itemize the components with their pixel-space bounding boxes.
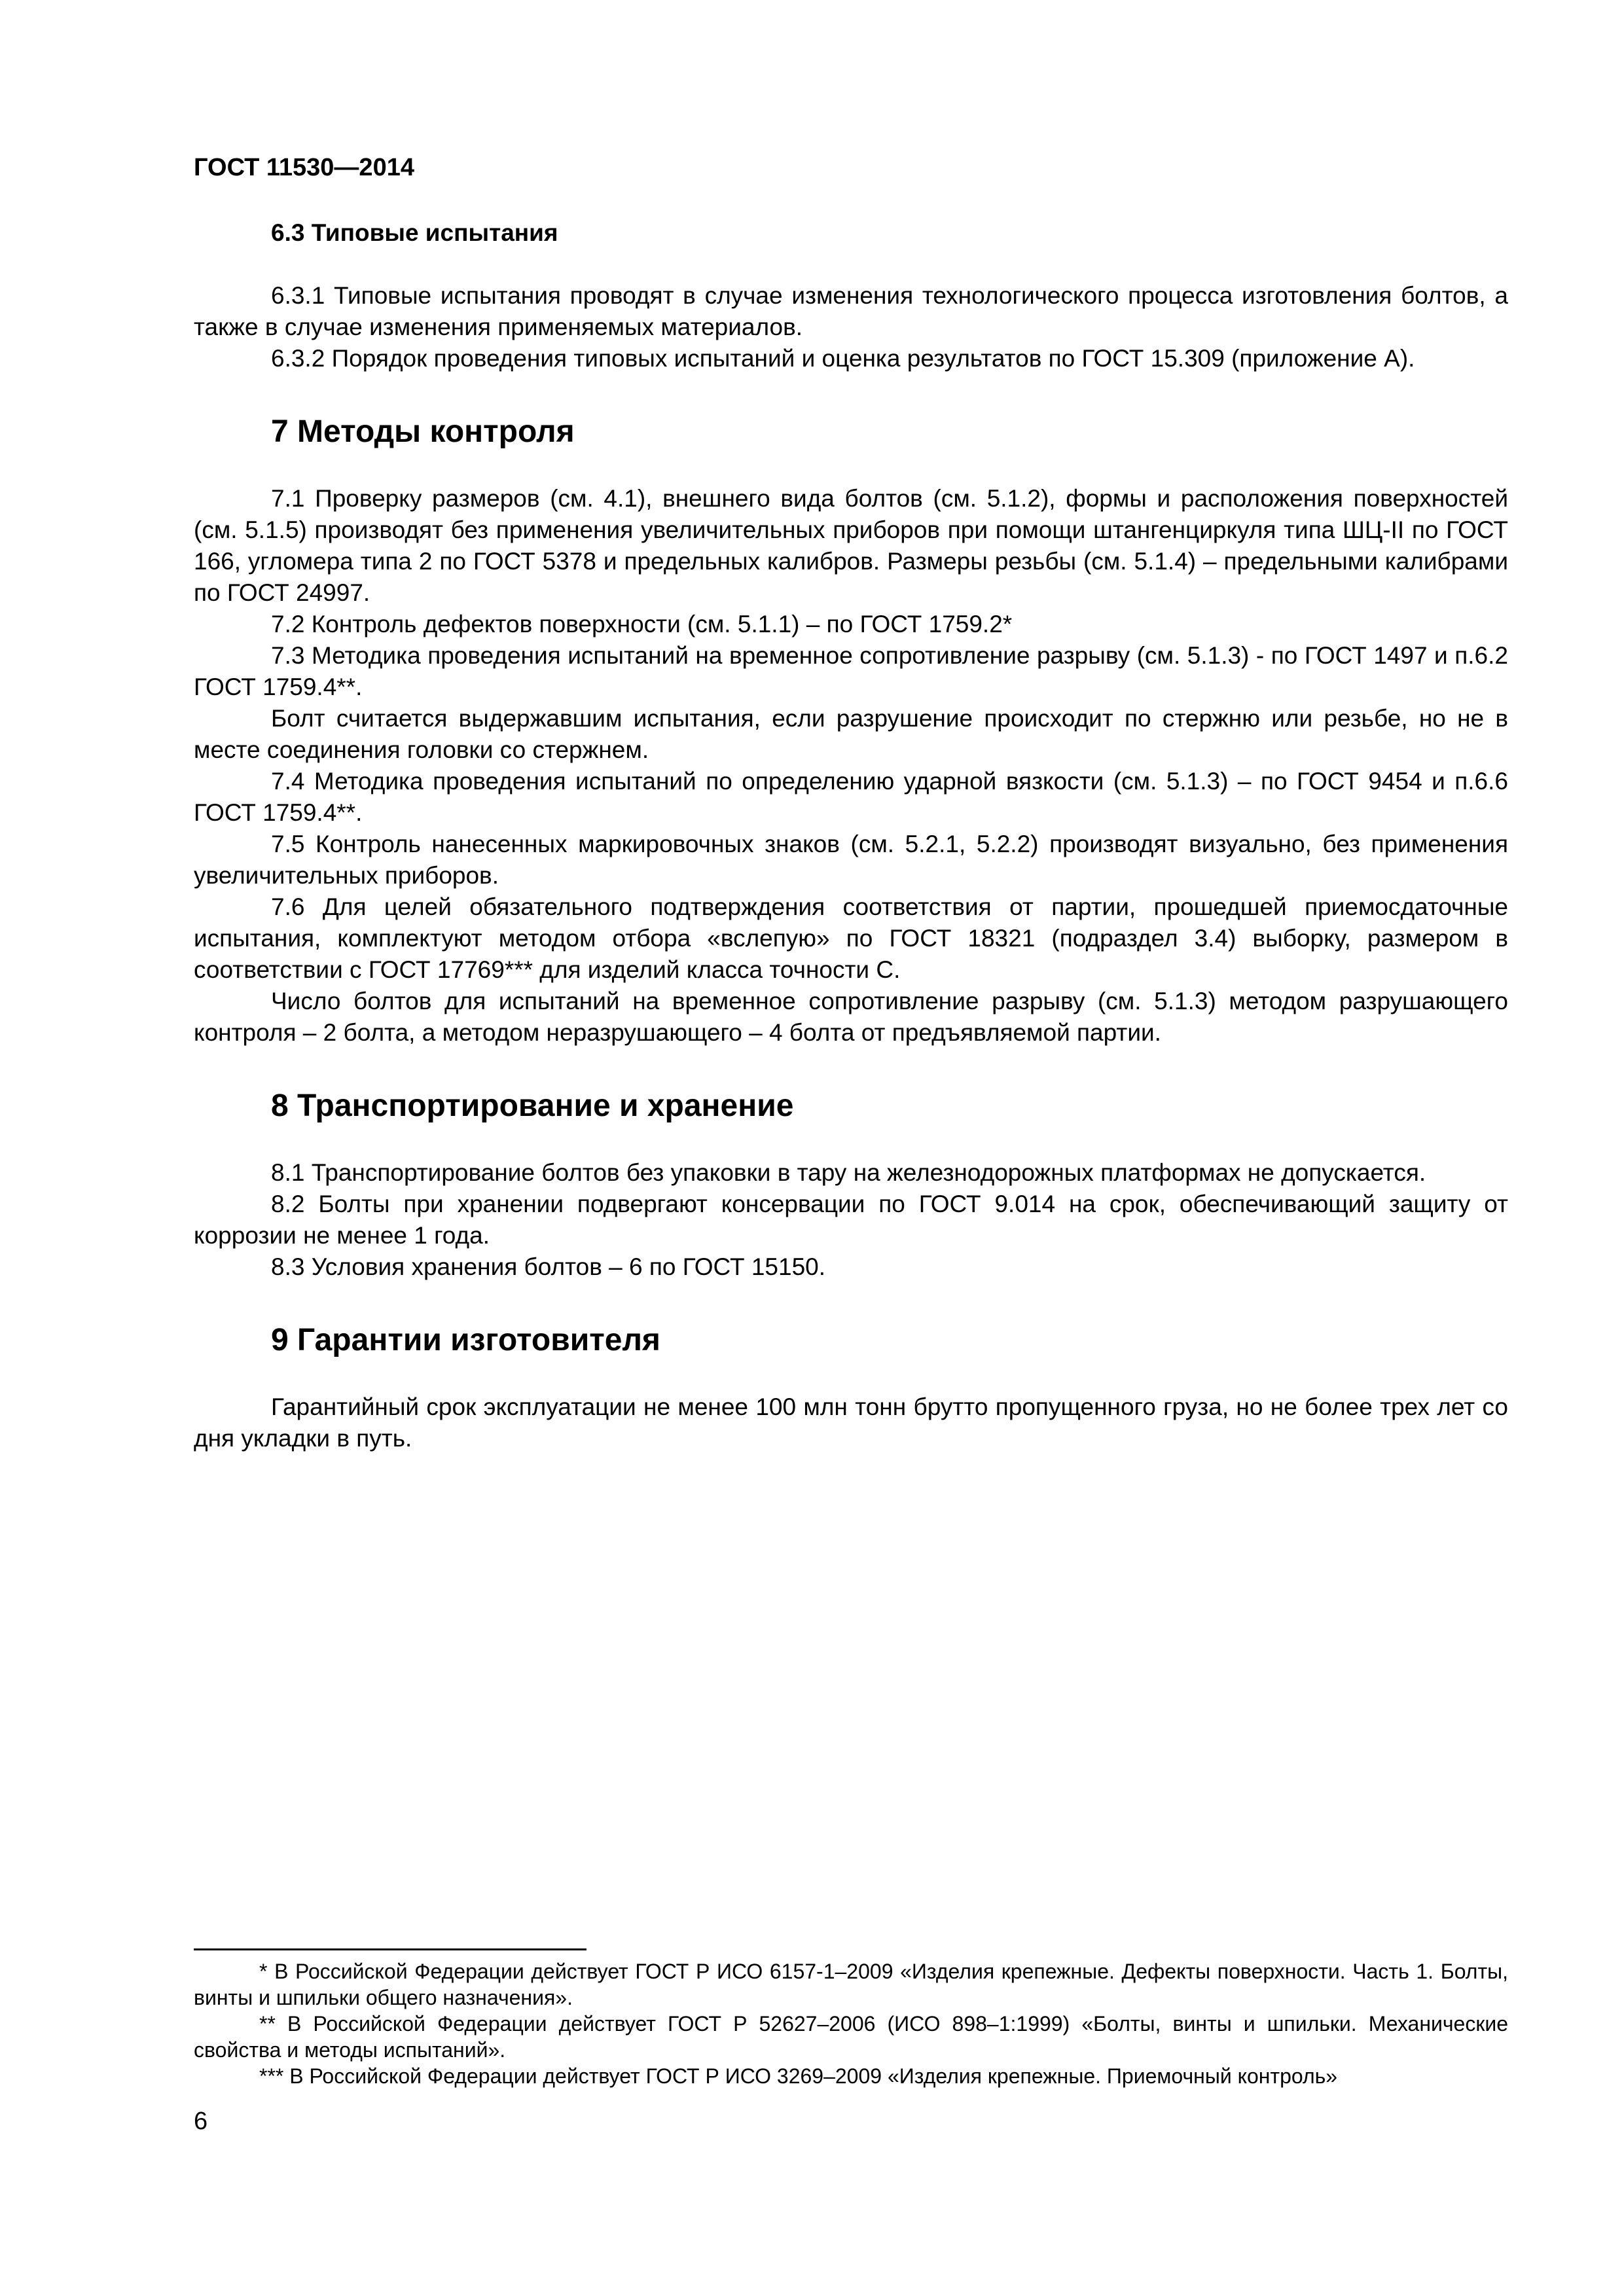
footnotes <box>194 1958 1508 2089</box>
section-8 <box>194 1086 1508 1283</box>
paragraph: 8.2 Болты при хранении подвергают консервации по ГОСТ 9.014 на срок, обеспечивающий защиту от коррозии не менее 1 года. <box>194 1191 1508 1249</box>
paragraph: 8.3 Условия хранения болтов – 6 по ГОСТ 15150. <box>271 1253 826 1280</box>
document-header: ГОСТ 11530—2014 <box>194 154 414 181</box>
paragraph: 7.3 Методика проведения испытаний на временное сопротивление разрыву (см. 5.1.3) - по ГОСТ 1497 и п.6.2 ГОСТ 1759.4**. <box>194 642 1508 700</box>
subsection-6-3 <box>194 217 1508 374</box>
paragraph: 7.1 Проверку размеров (см. 4.1), внешнего вида болтов (см. 5.1.2), формы и расположения поверхностей (см. 5.1.5) производят без применения увеличительных приборов при помощи штангенциркуля типа ШЦ-II по ГОСТ 166, угломера типа 2 по ГОСТ 5378 и предельных калибров. Размеры резьбы (см. 5.1.4) – предельными калибрами по ГОСТ 24997. <box>194 485 1508 606</box>
document-page <box>194 0 1508 2296</box>
document-body <box>194 217 1508 1454</box>
section-title: 7 Методы контроля <box>271 414 575 449</box>
paragraph: Число болтов для испытаний на временное сопротивление разрыву (см. 5.1.3) методом разрушающего контроля – 2 болта, а методом неразрушающего – 4 болта от предъявляемой партии. <box>194 988 1508 1046</box>
paragraph: Гарантийный срок эксплуатации не менее 100 млн тонн брутто пропущенного груза, но не более трех лет со дня укладки в путь. <box>194 1393 1508 1452</box>
section-9 <box>194 1321 1508 1454</box>
footnote: * В Российской Федерации действует ГОСТ Р ИСО 6157-1–2009 «Изделия крепежные. Дефекты поверхности. Часть 1. Болты, винты и шпильки общего назначения». <box>194 1960 1508 2009</box>
paragraph: 7.5 Контроль нанесенных маркировочных знаков (см. 5.2.1, 5.2.2) производят визуально, без применения увеличительных приборов. <box>194 831 1508 889</box>
section-title: 9 Гарантии изготовителя <box>271 1323 660 1357</box>
paragraph: Болт считается выдержавшим испытания, если разрушение происходит по стержню или резьбе, но не в месте соединения головки со стержнем. <box>194 705 1508 763</box>
subsection-title: 6.3 Типовые испытания <box>271 219 558 246</box>
section-title: 8 Транспортирование и хранение <box>271 1088 794 1123</box>
paragraph: 8.1 Транспортирование болтов без упаковки в тару на железнодорожных платформах не допускается. <box>271 1159 1426 1186</box>
footnote-separator <box>194 1948 586 1950</box>
footnote: ** В Российской Федерации действует ГОСТ Р 52627–2006 (ИСО 898–1:1999) «Болты, винты и шпильки. Механические свойства и методы испытаний». <box>194 2012 1508 2062</box>
paragraph: 7.4 Методика проведения испытаний по определению ударной вязкости (см. 5.1.3) – по ГОСТ 9454 и п.6.6 ГОСТ 1759.4**. <box>194 768 1508 826</box>
paragraph: 7.2 Контроль дефектов поверхности (см. 5.1.1) – по ГОСТ 1759.2* <box>271 611 1013 637</box>
footnote: *** В Российской Федерации действует ГОСТ Р ИСО 3269–2009 «Изделия крепежные. Приемочный контроль» <box>259 2064 1338 2088</box>
page-number: 6 <box>194 2108 208 2135</box>
paragraph: 6.3.2 Порядок проведения типовых испытаний и оценка результатов по ГОСТ 15.309 (приложение А). <box>271 345 1415 372</box>
paragraph: 7.6 Для целей обязательного подтверждения соответствия от партии, прошедшей приемосдаточные испытания, комплектуют методом отбора «вслепую» по ГОСТ 18321 (подраздел 3.4) выборку, размером в соответствии с ГОСТ 17769*** для изделий класса точности С. <box>194 893 1508 983</box>
section-7 <box>194 412 1508 1049</box>
paragraph: 6.3.1 Типовые испытания проводят в случае изменения технологического процесса изготовления болтов, а также в случае изменения применяемых материалов. <box>194 282 1508 340</box>
